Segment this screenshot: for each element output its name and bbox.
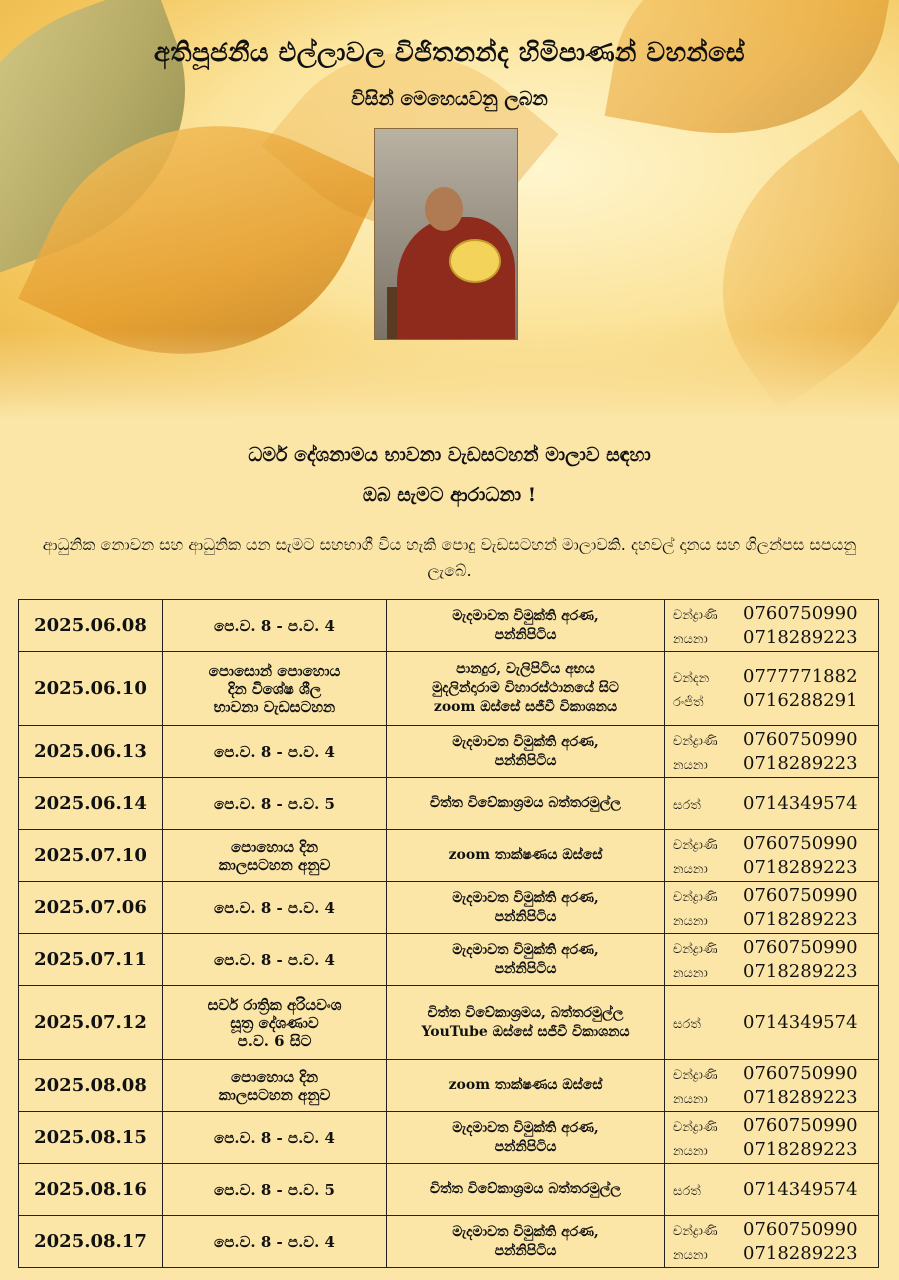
contact-phone: 0760750990	[743, 884, 858, 906]
row-location	[387, 830, 665, 882]
row-date: 2025.08.08	[19, 1060, 163, 1112]
location-line: චිත්ත විවේකාශ්‍රමය බත්තරමුල්ල	[430, 1181, 621, 1197]
schedule-row	[19, 830, 879, 882]
location-line: චිත්ත විවේකාශ්‍රමය බත්තරමුල්ල	[430, 795, 621, 811]
contact-name: චන්ද්‍රාණි	[673, 1067, 718, 1083]
time-line: පොසොන් පොහොය	[208, 661, 341, 680]
row-location	[387, 1060, 665, 1112]
time-line: ප.ව. 6 සිට	[237, 1031, 312, 1050]
row-time	[163, 778, 387, 830]
time-line: පොහොය දින	[230, 837, 319, 856]
row-time	[163, 830, 387, 882]
row-contacts	[665, 652, 879, 726]
row-location	[387, 986, 665, 1060]
location-line: චිත්ත විවේකාශ්‍රමය, බත්තරමුල්ල	[427, 1004, 624, 1021]
row-time	[163, 1060, 387, 1112]
row-time	[163, 726, 387, 778]
contact-name: රංජිත්	[673, 694, 704, 710]
location-line: පන්නිපිටිය	[494, 1242, 557, 1259]
schedule-row	[19, 726, 879, 778]
time-line: පොහොය දින	[230, 1067, 319, 1086]
location-line: පන්නිපිටිය	[494, 626, 557, 643]
location-line: පන්නිපිටිය	[494, 752, 557, 769]
schedule-row	[19, 1112, 879, 1164]
location-line: මැදමාවත විමුක්ති අරණ,	[452, 941, 599, 958]
schedule-row	[19, 1164, 879, 1216]
contact-line	[673, 884, 872, 908]
row-date: 2025.06.08	[19, 600, 163, 652]
contact-line	[673, 602, 872, 626]
contact-line	[673, 960, 872, 984]
contact-phone: 0718289223	[743, 752, 858, 774]
contact-phone: 0718289223	[743, 960, 858, 982]
row-time	[163, 1112, 387, 1164]
location-line: මැදමාවත විමුක්ති අරණ,	[452, 607, 599, 624]
row-location	[387, 726, 665, 778]
row-contacts	[665, 1164, 879, 1216]
time-line: පෙ.ව. 8 - ප.ව. 5	[214, 794, 335, 813]
location-line: පානදුර, වැලිපිටිය අභය	[456, 661, 595, 677]
contact-name: නයනා	[673, 631, 708, 647]
row-location	[387, 934, 665, 986]
contact-line	[673, 1114, 872, 1138]
location-line: මැදමාවත විමුක්ති අරණ,	[452, 1119, 599, 1136]
contact-name: නයනා	[673, 913, 708, 929]
row-contacts	[665, 882, 879, 934]
contact-line	[673, 1138, 872, 1162]
schedule-row	[19, 1060, 879, 1112]
row-location	[387, 1164, 665, 1216]
fan-shape	[449, 239, 501, 283]
header-fade	[0, 330, 899, 420]
row-time	[163, 882, 387, 934]
contact-phone: 0718289223	[743, 1086, 858, 1108]
row-location	[387, 600, 665, 652]
row-time	[163, 600, 387, 652]
head-shape	[425, 187, 463, 231]
contact-line	[673, 752, 872, 776]
row-date: 2025.07.12	[19, 986, 163, 1060]
row-location	[387, 652, 665, 726]
contact-line	[673, 832, 872, 856]
time-line: පෙ.ව. 8 - ප.ව. 4	[214, 950, 335, 969]
time-line: දින විශේෂ ශීල	[227, 679, 322, 698]
location-line: මැදමාවත විමුක්ති අරණ,	[452, 733, 599, 750]
row-contacts	[665, 726, 879, 778]
row-contacts	[665, 934, 879, 986]
time-line: පෙ.ව. 8 - ප.ව. 4	[214, 1232, 335, 1251]
contact-phone: 0716288291	[743, 689, 858, 711]
time-line: කාලසටහන අනුව	[218, 855, 331, 874]
location-line: මුදලින්දාරාම විහාරස්ථානයේ සිට	[432, 680, 619, 696]
contact-name: චන්දන	[673, 670, 710, 686]
contact-line	[673, 626, 872, 650]
row-date: 2025.06.10	[19, 652, 163, 726]
program-heading: ධර්ම දේශනාමය භාවනා වැඩසටහන් මාලාව සඳහා	[248, 444, 651, 466]
row-time	[163, 1216, 387, 1268]
contact-name: චන්ද්‍රාණි	[673, 1223, 718, 1239]
row-contacts	[665, 600, 879, 652]
row-date: 2025.06.13	[19, 726, 163, 778]
contact-phone: 0760750990	[743, 1218, 858, 1240]
row-date: 2025.07.10	[19, 830, 163, 882]
contact-line	[673, 728, 872, 752]
contact-name: නයනා	[673, 757, 708, 773]
contact-phone: 0760750990	[743, 602, 858, 624]
contact-name: සරත්	[673, 1183, 701, 1199]
contact-line	[673, 908, 872, 932]
contact-name: චන්ද්‍රාණි	[673, 941, 718, 957]
monk-photo	[374, 128, 518, 340]
contact-name: සරත්	[673, 1016, 701, 1032]
contact-line	[673, 1178, 872, 1202]
contact-line	[673, 936, 872, 960]
contact-name: චන්ද්‍රාණි	[673, 837, 718, 853]
contact-name: නයනා	[673, 861, 708, 877]
time-line: පෙ.ව. 8 - ප.ව. 4	[214, 898, 335, 917]
invitation-heading: ඔබ සැමට ආරාධනා !	[362, 484, 537, 506]
contact-phone: 0760750990	[743, 728, 858, 750]
contact-name: සරත්	[673, 797, 701, 813]
time-line: භාවනා වැඩසටහන	[213, 697, 336, 716]
time-line: පෙ.ව. 8 - ප.ව. 4	[214, 742, 335, 761]
schedule-row	[19, 1216, 879, 1268]
contact-phone: 0760750990	[743, 1062, 858, 1084]
location-line: මැදමාවත විමුක්ති අරණ,	[452, 1223, 599, 1240]
location-line: පන්නිපිටිය	[494, 1138, 557, 1155]
contact-phone: 0718289223	[743, 1138, 858, 1160]
contact-line	[673, 792, 872, 816]
schedule-row	[19, 600, 879, 652]
time-line: පෙ.ව. 8 - ප.ව. 5	[214, 1180, 335, 1199]
contact-phone: 0760750990	[743, 832, 858, 854]
time-line: කාලසටහන අනුව	[218, 1085, 331, 1104]
row-location	[387, 882, 665, 934]
contact-line	[673, 1218, 872, 1242]
location-line: zoom තාක්ෂණය ඔස්සේ	[448, 1077, 603, 1093]
row-time	[163, 986, 387, 1060]
schedule-table	[18, 599, 879, 1268]
row-date: 2025.08.15	[19, 1112, 163, 1164]
contact-phone: 0718289223	[743, 1242, 858, 1264]
row-date: 2025.07.11	[19, 934, 163, 986]
contact-line	[673, 689, 872, 713]
time-line: සර්ව රාත්‍රික අරියවංශ	[207, 995, 342, 1014]
contact-name: චන්ද්‍රාණි	[673, 733, 718, 749]
contact-phone: 0777771882	[743, 665, 858, 687]
time-line: පෙ.ව. 8 - ප.ව. 4	[214, 1128, 335, 1147]
row-location	[387, 1112, 665, 1164]
contact-phone: 0760750990	[743, 1114, 858, 1136]
contact-phone: 0718289223	[743, 856, 858, 878]
page-subtitle: විසින් මෙහෙයවනු ලබන	[351, 88, 548, 110]
schedule-row	[19, 934, 879, 986]
contact-name: නයනා	[673, 1091, 708, 1107]
contact-phone: 0714349574	[743, 1011, 858, 1033]
location-line: zoom තාක්ෂණය ඔස්සේ	[448, 847, 603, 863]
contact-name: නයනා	[673, 1247, 708, 1263]
row-date: 2025.06.14	[19, 778, 163, 830]
row-time	[163, 934, 387, 986]
page-title: අතිපූජනීය එල්ලාවල විජිතනන්ද හිමිපාණන් වහන්සේ	[153, 38, 746, 68]
contact-phone: 0718289223	[743, 626, 858, 648]
row-date: 2025.07.06	[19, 882, 163, 934]
contact-line	[673, 1011, 872, 1035]
contact-phone: 0760750990	[743, 936, 858, 958]
row-location	[387, 778, 665, 830]
row-contacts	[665, 1060, 879, 1112]
row-time	[163, 652, 387, 726]
row-contacts	[665, 1112, 879, 1164]
row-time	[163, 1164, 387, 1216]
contact-name: චන්ද්‍රාණි	[673, 607, 718, 623]
contact-phone: 0718289223	[743, 908, 858, 930]
row-date: 2025.08.17	[19, 1216, 163, 1268]
schedule-row	[19, 986, 879, 1060]
contact-line	[673, 1242, 872, 1266]
location-line: පන්නිපිටිය	[494, 960, 557, 977]
location-line: මැදමාවත විමුක්ති අරණ,	[452, 889, 599, 906]
schedule-row	[19, 652, 879, 726]
contact-name: චන්ද්‍රාණි	[673, 889, 718, 905]
location-line: YouTube ඔස්සේ සජීවී විකාශනය	[421, 1023, 630, 1040]
location-line: zoom ඔස්සේ සජීවී විකාශනය	[433, 699, 618, 715]
row-contacts	[665, 778, 879, 830]
schedule-row	[19, 882, 879, 934]
contact-line	[673, 856, 872, 880]
contact-line	[673, 1086, 872, 1110]
intro-text: ආධුනික නොවන සහ ආධුනික යන සැමට සහභාගී විය හැකි පොදු වැඩසටහන් මාලාවකි. දහවල් දානය සහ ගිලන්පස සපයනු ලැබේ.	[42, 535, 857, 580]
contact-name: චන්ද්‍රාණි	[673, 1119, 718, 1135]
contact-name: නයනා	[673, 1143, 708, 1159]
schedule-row	[19, 778, 879, 830]
row-contacts	[665, 1216, 879, 1268]
time-line: සූත්‍ර දේශණාව	[230, 1013, 319, 1032]
contact-line	[673, 1062, 872, 1086]
location-line: පන්නිපිටිය	[494, 908, 557, 925]
row-date: 2025.08.16	[19, 1164, 163, 1216]
time-line: පෙ.ව. 8 - ප.ව. 4	[214, 616, 335, 635]
row-location	[387, 1216, 665, 1268]
contact-name: නයනා	[673, 965, 708, 981]
row-contacts	[665, 830, 879, 882]
contact-phone: 0714349574	[743, 1178, 858, 1200]
contact-line	[673, 665, 872, 689]
row-contacts	[665, 986, 879, 1060]
robe-shape	[397, 217, 515, 340]
contact-phone: 0714349574	[743, 792, 858, 814]
